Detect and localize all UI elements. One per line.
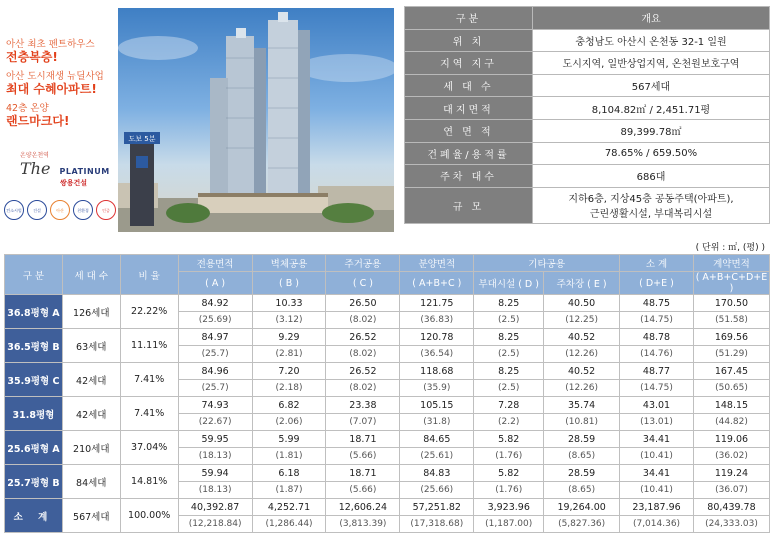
area-sqm-cell: 35.74 <box>544 397 620 414</box>
area-pyeong-cell: (10.41) <box>620 448 694 465</box>
area-table-body <box>5 255 770 533</box>
area-pyeong-cell: (31.8) <box>400 414 474 431</box>
area-sqm-cell: 40.50 <box>544 295 620 312</box>
area-sqm-cell: 5.99 <box>252 431 326 448</box>
area-pyeong-cell: (1.76) <box>474 448 544 465</box>
area-pyeong-cell: (36.02) <box>693 448 769 465</box>
area-sqm-cell: 121.75 <box>400 295 474 312</box>
overview-key: 지역 지구 <box>405 52 533 75</box>
overview-key: 대지면적 <box>405 97 533 120</box>
area-pyeong-cell: (36.54) <box>400 346 474 363</box>
unit-ratio: 7.41% <box>120 363 178 397</box>
area-pyeong-cell: (7,014.36) <box>620 516 694 533</box>
unit-type-label: 25.7평형 B <box>5 465 63 499</box>
area-sqm-cell: 119.06 <box>693 431 769 448</box>
unit-type-label: 35.9평형 C <box>5 363 63 397</box>
promo-line1-sub: 아산 최초 펜트하우스 <box>6 39 95 50</box>
table-row <box>5 329 770 346</box>
brand-logo <box>20 150 110 188</box>
subheader-a: ( A ) <box>178 272 252 295</box>
logo-name: PLATINUM <box>59 167 110 176</box>
area-sqm-cell: 26.52 <box>326 329 400 346</box>
promo-panel <box>0 0 400 232</box>
area-table <box>4 254 770 533</box>
area-sqm-cell: 9.29 <box>252 329 326 346</box>
unit-count: 84세대 <box>62 465 120 499</box>
unit-ratio: 37.04% <box>120 431 178 465</box>
header-units: 세 대 수 <box>62 255 120 295</box>
area-pyeong-cell: (2.81) <box>252 346 326 363</box>
area-pyeong-cell: (12.25) <box>544 312 620 329</box>
overview-row <box>405 142 770 165</box>
area-header-row <box>5 255 770 272</box>
area-pyeong-cell: (35.9) <box>400 380 474 397</box>
area-pyeong-cell: (50.65) <box>693 380 769 397</box>
subheader-d: 부대시설 ( D ) <box>474 272 544 295</box>
area-sqm-cell: 84.92 <box>178 295 252 312</box>
area-pyeong-cell: (14.75) <box>620 380 694 397</box>
overview-row <box>405 74 770 97</box>
overview-value <box>533 187 770 223</box>
unit-ratio: 14.81% <box>120 465 178 499</box>
area-sqm-cell: 34.41 <box>620 465 694 482</box>
area-pyeong-cell: (3,813.39) <box>326 516 400 533</box>
area-pyeong-cell: (24,333.03) <box>693 516 769 533</box>
area-sqm-cell: 40.52 <box>544 329 620 346</box>
area-pyeong-cell: (18.13) <box>178 482 252 499</box>
promo-line3-bold: 랜드마크다! <box>6 114 70 128</box>
promo-line2-sub: 아산 도시재생 뉴딜사업 <box>6 71 104 82</box>
overview-value-line: 지하6층, 지상45층 공동주택(아파트), <box>568 194 734 206</box>
area-sqm-cell: 6.18 <box>252 465 326 482</box>
area-sqm-cell: 8.25 <box>474 295 544 312</box>
header-jeonyong: 전용면적 <box>178 255 252 272</box>
unit-note: ( 단위 : ㎡, (평) ) <box>695 243 765 253</box>
overview-value: 686대 <box>533 165 770 188</box>
area-sqm-cell: 57,251.82 <box>400 499 474 516</box>
area-pyeong-cell: (5.66) <box>326 448 400 465</box>
area-pyeong-cell: (1.76) <box>474 482 544 499</box>
badge-icon: 건설 <box>27 200 47 220</box>
overview-header-value: 개요 <box>533 7 770 30</box>
area-sqm-cell: 74.93 <box>178 397 252 414</box>
unit-type-label: 36.5평형 B <box>5 329 63 363</box>
overview-row <box>405 29 770 52</box>
overview-row <box>405 52 770 75</box>
building-illustration <box>118 8 394 232</box>
unit-ratio: 22.22% <box>120 295 178 329</box>
promo-texts <box>6 38 104 134</box>
unit-ratio: 100.00% <box>120 499 178 533</box>
promo-line2-bold: 최대 수혜아파트! <box>6 82 97 96</box>
area-sqm-cell: 170.50 <box>693 295 769 312</box>
subheader-b: ( B ) <box>252 272 326 295</box>
unit-count: 210세대 <box>62 431 120 465</box>
area-pyeong-cell: (8.02) <box>326 312 400 329</box>
table-row <box>5 465 770 482</box>
logo-the: The <box>20 159 51 178</box>
overview-key: 세 대 수 <box>405 74 533 97</box>
unit-type-label: 소 계 <box>5 499 63 533</box>
area-sqm-cell: 19,264.00 <box>544 499 620 516</box>
area-pyeong-cell: (13.01) <box>620 414 694 431</box>
area-sqm-cell: 23.38 <box>326 397 400 414</box>
area-pyeong-cell: (3.12) <box>252 312 326 329</box>
unit-type-label: 25.6평형 A <box>5 431 63 465</box>
area-pyeong-cell: (2.5) <box>474 380 544 397</box>
header-gyeyak: 계약면적 <box>693 255 769 272</box>
area-sqm-cell: 18.71 <box>326 431 400 448</box>
promo-line1-bold: 전층복층! <box>6 50 58 64</box>
area-pyeong-cell: (25.69) <box>178 312 252 329</box>
area-sqm-cell: 8.25 <box>474 329 544 346</box>
sign-label: 도보 5분 <box>128 135 156 143</box>
area-sqm-cell: 28.59 <box>544 465 620 482</box>
area-pyeong-cell: (51.58) <box>693 312 769 329</box>
area-sqm-cell: 7.28 <box>474 397 544 414</box>
area-pyeong-cell: (8.02) <box>326 346 400 363</box>
area-sqm-cell: 5.82 <box>474 431 544 448</box>
area-sqm-cell: 119.24 <box>693 465 769 482</box>
promo-line3-sub: 42층 온양 <box>6 103 49 114</box>
area-pyeong-cell: (2.2) <box>474 414 544 431</box>
unit-ratio: 7.41% <box>120 397 178 431</box>
unit-count: 42세대 <box>62 397 120 431</box>
area-pyeong-cell: (2.5) <box>474 346 544 363</box>
area-pyeong-cell: (8.65) <box>544 482 620 499</box>
area-pyeong-cell: (10.41) <box>620 482 694 499</box>
unit-count: 126세대 <box>62 295 120 329</box>
area-sqm-cell: 43.01 <box>620 397 694 414</box>
area-pyeong-cell: (22.67) <box>178 414 252 431</box>
area-pyeong-cell: (10.81) <box>544 414 620 431</box>
area-sqm-cell: 3,923.96 <box>474 499 544 516</box>
area-pyeong-cell: (17,318.68) <box>400 516 474 533</box>
area-pyeong-cell: (25.66) <box>400 482 474 499</box>
overview-value: 567세대 <box>533 74 770 97</box>
area-sqm-cell: 148.15 <box>693 397 769 414</box>
logo-company: 쌍용건설 <box>60 179 88 187</box>
area-pyeong-cell: (8.02) <box>326 380 400 397</box>
area-pyeong-cell: (51.29) <box>693 346 769 363</box>
area-sqm-cell: 18.71 <box>326 465 400 482</box>
area-sqm-cell: 84.83 <box>400 465 474 482</box>
area-pyeong-cell: (7.07) <box>326 414 400 431</box>
area-sqm-cell: 7.20 <box>252 363 326 380</box>
subheader-e: 주차장 ( E ) <box>544 272 620 295</box>
area-sqm-cell: 59.95 <box>178 431 252 448</box>
area-pyeong-cell: (25.7) <box>178 380 252 397</box>
area-sqm-cell: 167.45 <box>693 363 769 380</box>
area-sqm-cell: 4,252.71 <box>252 499 326 516</box>
subheader-total: ( A+B+C+D+E ) <box>693 272 769 295</box>
unit-count: 63세대 <box>62 329 120 363</box>
area-sqm-cell: 6.82 <box>252 397 326 414</box>
area-sqm-cell: 48.78 <box>620 329 694 346</box>
area-sqm-cell: 84.96 <box>178 363 252 380</box>
header-ratio: 비 율 <box>120 255 178 295</box>
header-bunyang: 분양면적 <box>400 255 474 272</box>
unit-ratio: 11.11% <box>120 329 178 363</box>
table-row <box>5 397 770 414</box>
area-sqm-cell: 23,187.96 <box>620 499 694 516</box>
area-pyeong-cell: (2.06) <box>252 414 326 431</box>
area-sqm-cell: 120.78 <box>400 329 474 346</box>
overview-key: 연 면 적 <box>405 119 533 142</box>
area-pyeong-cell: (5,827.36) <box>544 516 620 533</box>
area-pyeong-cell: (5.66) <box>326 482 400 499</box>
overview-key: 주차 대수 <box>405 165 533 188</box>
area-sqm-cell: 118.68 <box>400 363 474 380</box>
area-sqm-cell: 59.94 <box>178 465 252 482</box>
area-sqm-cell: 28.59 <box>544 431 620 448</box>
header-jugeo: 주거공용 <box>326 255 400 272</box>
area-pyeong-cell: (2.18) <box>252 380 326 397</box>
unit-type-label: 31.8평형 <box>5 397 63 431</box>
subheader-abc: ( A+B+C ) <box>400 272 474 295</box>
overview-row <box>405 119 770 142</box>
area-pyeong-cell: (12.26) <box>544 380 620 397</box>
table-row <box>5 295 770 312</box>
badge-icon: 컨소시엄 <box>4 200 24 220</box>
header-byeokche: 벽체공용 <box>252 255 326 272</box>
area-sqm-cell: 80,439.78 <box>693 499 769 516</box>
table-row <box>5 431 770 448</box>
overview-key: 건폐율/용적률 <box>405 142 533 165</box>
area-pyeong-cell: (1,187.00) <box>474 516 544 533</box>
badge-icon: 친환경 <box>73 200 93 220</box>
area-sqm-cell: 26.52 <box>326 363 400 380</box>
area-sqm-cell: 84.65 <box>400 431 474 448</box>
unit-count: 42세대 <box>62 363 120 397</box>
header-gubun: 구 분 <box>5 255 63 295</box>
area-sqm-cell: 40,392.87 <box>178 499 252 516</box>
overview-value: 89,399.78㎡ <box>533 119 770 142</box>
overview-value: 8,104.82㎡ / 2,451.71평 <box>533 97 770 120</box>
subheader-c: ( C ) <box>326 272 400 295</box>
area-sqm-cell: 10.33 <box>252 295 326 312</box>
area-sqm-cell: 48.77 <box>620 363 694 380</box>
overview-key: 규 모 <box>405 187 533 223</box>
overview-row <box>405 97 770 120</box>
area-pyeong-cell: (1,286.44) <box>252 516 326 533</box>
area-pyeong-cell: (14.76) <box>620 346 694 363</box>
table-row <box>5 499 770 516</box>
area-sqm-cell: 169.56 <box>693 329 769 346</box>
area-pyeong-cell: (36.07) <box>693 482 769 499</box>
area-pyeong-cell: (44.82) <box>693 414 769 431</box>
overview-row <box>405 187 770 223</box>
header-sogye: 소 계 <box>620 255 694 272</box>
unit-type-label: 36.8평형 A <box>5 295 63 329</box>
area-sqm-cell: 48.75 <box>620 295 694 312</box>
overview-header-row <box>405 7 770 30</box>
area-pyeong-cell: (18.13) <box>178 448 252 465</box>
header-gita: 기타공용 <box>474 255 620 272</box>
area-sqm-cell: 105.15 <box>400 397 474 414</box>
area-pyeong-cell: (8.65) <box>544 448 620 465</box>
area-pyeong-cell: (2.5) <box>474 312 544 329</box>
badge-icon: 아산 <box>50 200 70 220</box>
area-pyeong-cell: (25.7) <box>178 346 252 363</box>
area-pyeong-cell: (36.83) <box>400 312 474 329</box>
subheader-de: ( D+E ) <box>620 272 694 295</box>
area-pyeong-cell: (1.87) <box>252 482 326 499</box>
overview-header-label: 구분 <box>405 7 533 30</box>
overview-row <box>405 165 770 188</box>
area-pyeong-cell: (14.75) <box>620 312 694 329</box>
overview-key: 위 치 <box>405 29 533 52</box>
area-sqm-cell: 40.52 <box>544 363 620 380</box>
area-pyeong-cell: (1.81) <box>252 448 326 465</box>
overview-value: 도시지역, 일반상업지역, 온천원보호구역 <box>533 52 770 75</box>
area-sqm-cell: 84.97 <box>178 329 252 346</box>
area-pyeong-cell: (25.61) <box>400 448 474 465</box>
logo-tag: 온양온천역 <box>20 152 49 159</box>
area-pyeong-cell: (12,218.84) <box>178 516 252 533</box>
area-sqm-cell: 8.25 <box>474 363 544 380</box>
badge-icon: 인증 <box>96 200 116 220</box>
overview-value: 78.65% / 659.50% <box>533 142 770 165</box>
table-row <box>5 363 770 380</box>
overview-value-line: 근린생활시설, 부대복리시설 <box>589 209 713 221</box>
area-sqm-cell: 34.41 <box>620 431 694 448</box>
building-rendering <box>118 8 394 232</box>
area-sqm-cell: 12,606.24 <box>326 499 400 516</box>
unit-count: 567세대 <box>62 499 120 533</box>
area-pyeong-cell: (12.26) <box>544 346 620 363</box>
area-sqm-cell: 26.50 <box>326 295 400 312</box>
overview-table <box>404 6 770 224</box>
overview-value: 충청남도 아산시 온천동 32-1 일원 <box>533 29 770 52</box>
area-sqm-cell: 5.82 <box>474 465 544 482</box>
certification-badges <box>4 200 116 220</box>
